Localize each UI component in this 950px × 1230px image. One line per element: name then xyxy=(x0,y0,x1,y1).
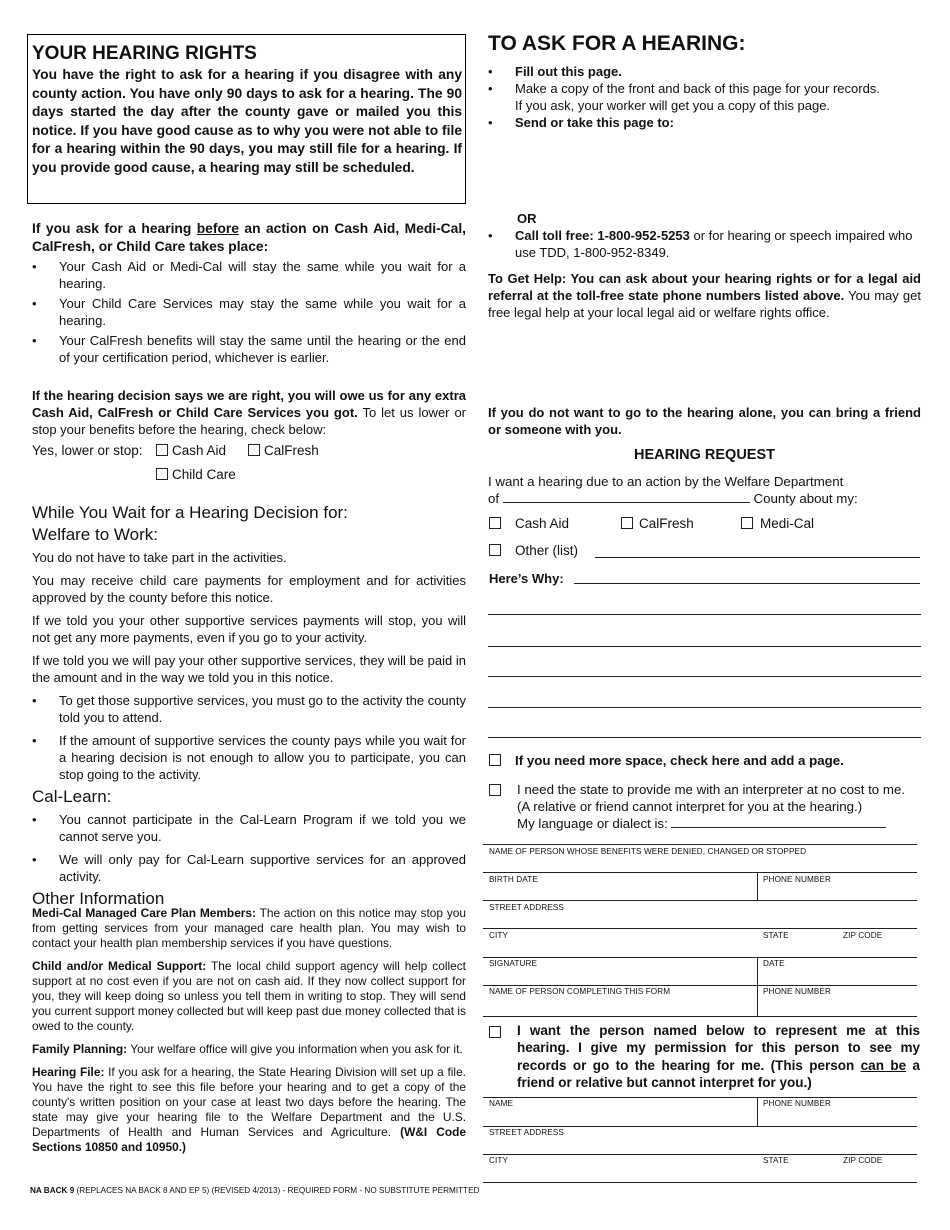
form-divider xyxy=(483,1126,917,1127)
field-label: PHONE NUMBER xyxy=(763,1099,832,1108)
field-label: CITY xyxy=(489,1156,509,1165)
get-help-paragraph: To Get Help: You can ask about your hearing rights or for a legal aid referral at the toll-free state phone numbers listed above. You may get free legal help at your local legal aid or welfare rights office. xyxy=(488,271,921,320)
form-divider xyxy=(757,872,758,900)
list-item: • You cannot participate in the Cal-Learn Program if we told you we cannot serve you. xyxy=(32,812,466,844)
info-child-support: Child and/or Medical Support: The local child support agency will help collect support at no cost even if you are not on cash aid. If they now collect support for you, they will keep doing so unless you tell them in writing to stop. They will send you current support money collected but will keep past due money collected that is owed to the county. xyxy=(32,959,466,1033)
request-other[interactable]: Other (list) xyxy=(489,543,578,558)
request-calfresh[interactable]: CalFresh xyxy=(621,516,694,531)
hearing-rights-title: YOUR HEARING RIGHTS xyxy=(32,43,257,64)
field-label: PHONE NUMBER xyxy=(763,875,832,884)
before-action-section xyxy=(32,220,466,366)
reason-line[interactable] xyxy=(488,646,921,647)
represent-paragraph: I want the person named below to represent me at this hearing. I give my permission for this person to see my records or go to the hearing for me. (This person can be a friend or relative but cannot interpret for you.) xyxy=(517,1023,920,1090)
field-label: PHONE NUMBER xyxy=(763,987,832,996)
reason-line[interactable] xyxy=(488,737,921,738)
checkbox-icon[interactable] xyxy=(489,784,501,796)
field-label: CITY xyxy=(489,931,509,940)
bring-friend-paragraph: If you do not want to go to the hearing alone, you can bring a friend or someone with you. xyxy=(488,405,921,437)
info-family-planning: Family Planning: Your welfare office will give you information when you ask for it. xyxy=(32,1042,463,1056)
form-divider xyxy=(483,1154,917,1155)
heres-why-label: Here’s Why: xyxy=(489,571,564,586)
form-divider xyxy=(757,957,758,1016)
request-intro: I want a hearing due to an action by the Welfare Department of County about my: xyxy=(488,474,858,506)
reason-line[interactable] xyxy=(488,614,921,615)
call-toll-free: • Call toll free: 1-800-952-5253 or for hearing or speech impaired who use TDD, 1-800-952-8349. xyxy=(488,228,913,260)
before-action-heading: If you ask for a hearing before an action on Cash Aid, Medi-Cal, CalFresh, or Child Care takes place: xyxy=(32,221,466,254)
form-divider xyxy=(483,872,917,873)
field-label: DATE xyxy=(763,959,785,968)
list-item: • To get those supportive services, you must go to the activity the county told you to attend. xyxy=(32,693,466,725)
county-field[interactable] xyxy=(503,490,750,503)
form-footer: NA BACK 9 (REPLACES NA BACK 8 AND EP 5) (REVISED 4/2013) - REQUIRED FORM - NO SUBSTITUTE PERMITTED xyxy=(30,1186,480,1195)
form-divider xyxy=(483,1016,917,1017)
checkbox-icon[interactable] xyxy=(248,444,260,456)
field-label: ZIP CODE xyxy=(843,931,883,940)
field-label: STATE xyxy=(763,931,789,940)
info-hearing-file: Hearing File: If you ask for a hearing, the State Hearing Division will set up a file. You have the right to see this file before your hearing and to get a copy of the county's written position on your case at least two days before the hearing. The state may give your hearing file to the Welfare Department and the U.S. Departments of Health and Human Services and Agriculture. (W&I Code Sections 10850 and 10950.) xyxy=(32,1065,466,1154)
language-field[interactable] xyxy=(671,815,886,828)
or-label: OR xyxy=(517,211,537,226)
wait-title: While You Wait for a Hearing Decision for: xyxy=(32,503,348,522)
checkbox-icon[interactable] xyxy=(489,754,501,766)
represent-checkbox[interactable] xyxy=(489,1024,505,1042)
checkbox-icon[interactable] xyxy=(156,444,168,456)
field-label: SIGNATURE xyxy=(489,959,538,968)
lower-or-stop-label: Yes, lower or stop: xyxy=(32,443,143,458)
hearing-request-title: HEARING REQUEST xyxy=(634,447,775,463)
field-label: BIRTH DATE xyxy=(489,875,538,884)
hearing-rights-body: You have the right to ask for a hearing if you disagree with any county action. You have only 90 days to ask for a hearing. The 90 days started the day after the county gave or mailed you this notice. If you have good cause as to why you were not able to file for a hearing within the 90 days, you may still file for a hearing. If you provide good cause, a hearing may still be scheduled. xyxy=(32,67,462,175)
request-cash-aid[interactable]: Cash Aid xyxy=(489,516,569,531)
more-space-row[interactable]: If you need more space, check here and add a page. xyxy=(489,753,844,768)
ask-steps xyxy=(488,63,921,131)
field-label: ZIP CODE xyxy=(843,1156,883,1165)
checkbox-icon[interactable] xyxy=(156,468,168,480)
field-label: STREET ADDRESS xyxy=(489,1128,564,1137)
other-info-section xyxy=(32,906,466,1155)
checkbox-icon[interactable] xyxy=(621,517,633,529)
reason-line[interactable] xyxy=(488,676,921,677)
interpreter-request: I need the state to provide me with an interpreter at no cost to me. (A relative or friend cannot interpret for you at the hearing.) My language or dialect is: xyxy=(517,782,906,831)
ask-title: TO ASK FOR A HEARING: xyxy=(488,32,746,55)
checkbox-icon[interactable] xyxy=(489,517,501,529)
checkbox-child-care[interactable]: Child Care xyxy=(156,467,236,482)
form-divider xyxy=(483,900,917,901)
checkbox-icon[interactable] xyxy=(741,517,753,529)
welfare-to-work-section: While You Wait for a Hearing Decision for: Welfare to Work: You do not have to take part in the activities. You may receive child care payments for employment and for activities approved by the county before this notice. If we told you your other supportive services payments will stop, you will not get any more payments, even if you go to your activity. If we told you we will pay your other supportive services, they will be paid in the amount and in the way we told you in this notice. • To get those supportive services, you must go to the activity the county told you to attend. • If the amount of supportive services the county pays while you wait for a hearing decision is not enough to allow you to participate, you can stop going to the activity. Cal-Learn: • You cannot participate in the Cal-Learn Program if we told you we cannot serve you. • We will only pay for Cal-Learn supportive services for an approved activity. Other Information xyxy=(32,503,466,908)
form-divider xyxy=(483,1182,917,1183)
list-item: • Your Cash Aid or Medi-Cal will stay the same while you wait for a hearing. xyxy=(32,259,466,291)
form-divider xyxy=(483,1097,917,1098)
list-item: • Your CalFresh benefits will stay the same until the hearing or the end of your certification period, whichever is earlier. xyxy=(32,333,466,365)
list-item: • Fill out this page. xyxy=(488,64,622,79)
form-divider xyxy=(757,1097,758,1126)
lower-or-stop-row xyxy=(32,443,143,458)
welfare-to-work-title: Welfare to Work: xyxy=(32,525,158,544)
request-medi-cal[interactable]: Medi-Cal xyxy=(741,516,814,531)
checkbox-icon[interactable] xyxy=(489,1026,501,1038)
checkbox-cash-aid[interactable]: Cash Aid xyxy=(156,443,226,458)
list-item: • Make a copy of the front and back of this page for your records. If you ask, your worker will get you a copy of this page. xyxy=(488,81,880,113)
reason-field[interactable] xyxy=(574,570,920,584)
other-list-field[interactable] xyxy=(595,544,920,558)
form-divider xyxy=(483,844,917,845)
hearing-rights-box xyxy=(27,34,466,204)
field-label: NAME xyxy=(489,1099,514,1108)
list-item: • Your Child Care Services may stay the same while you wait for a hearing. xyxy=(32,296,466,328)
decision-paragraph: If the hearing decision says we are right, you will owe us for any extra Cash Aid, CalFresh or Child Care Services you got. To let us lower or stop your benefits before the hearing, check below: xyxy=(32,388,466,437)
form-divider xyxy=(483,928,917,929)
reason-line[interactable] xyxy=(488,707,921,708)
field-label: STREET ADDRESS xyxy=(489,903,564,912)
info-medi-cal: Medi-Cal Managed Care Plan Members: The action on this notice may stop you from getting services from your managed care health plan. You may wish to contact your health plan membership services if you have questions. xyxy=(32,906,466,950)
interpreter-checkbox[interactable] xyxy=(489,782,505,800)
field-label: NAME OF PERSON WHOSE BENEFITS WERE DENIED, CHANGED OR STOPPED xyxy=(489,847,807,856)
other-info-title: Other Information xyxy=(32,889,165,908)
checkbox-calfresh[interactable]: CalFresh xyxy=(248,443,319,458)
form-divider xyxy=(483,985,917,986)
field-label: STATE xyxy=(763,1156,789,1165)
list-item: • Send or take this page to: xyxy=(488,115,674,130)
form-divider xyxy=(483,957,917,958)
cal-learn-title: Cal-Learn: xyxy=(32,787,112,806)
list-item: • If the amount of supportive services the county pays while you wait for a hearing decision is not enough to allow you to participate, you can stop going to the activity. xyxy=(32,733,466,782)
checkbox-icon[interactable] xyxy=(489,544,501,556)
list-item: • We will only pay for Cal-Learn supportive services for an approved activity. xyxy=(32,852,466,884)
field-label: NAME OF PERSON COMPLETING THIS FORM xyxy=(489,987,671,996)
